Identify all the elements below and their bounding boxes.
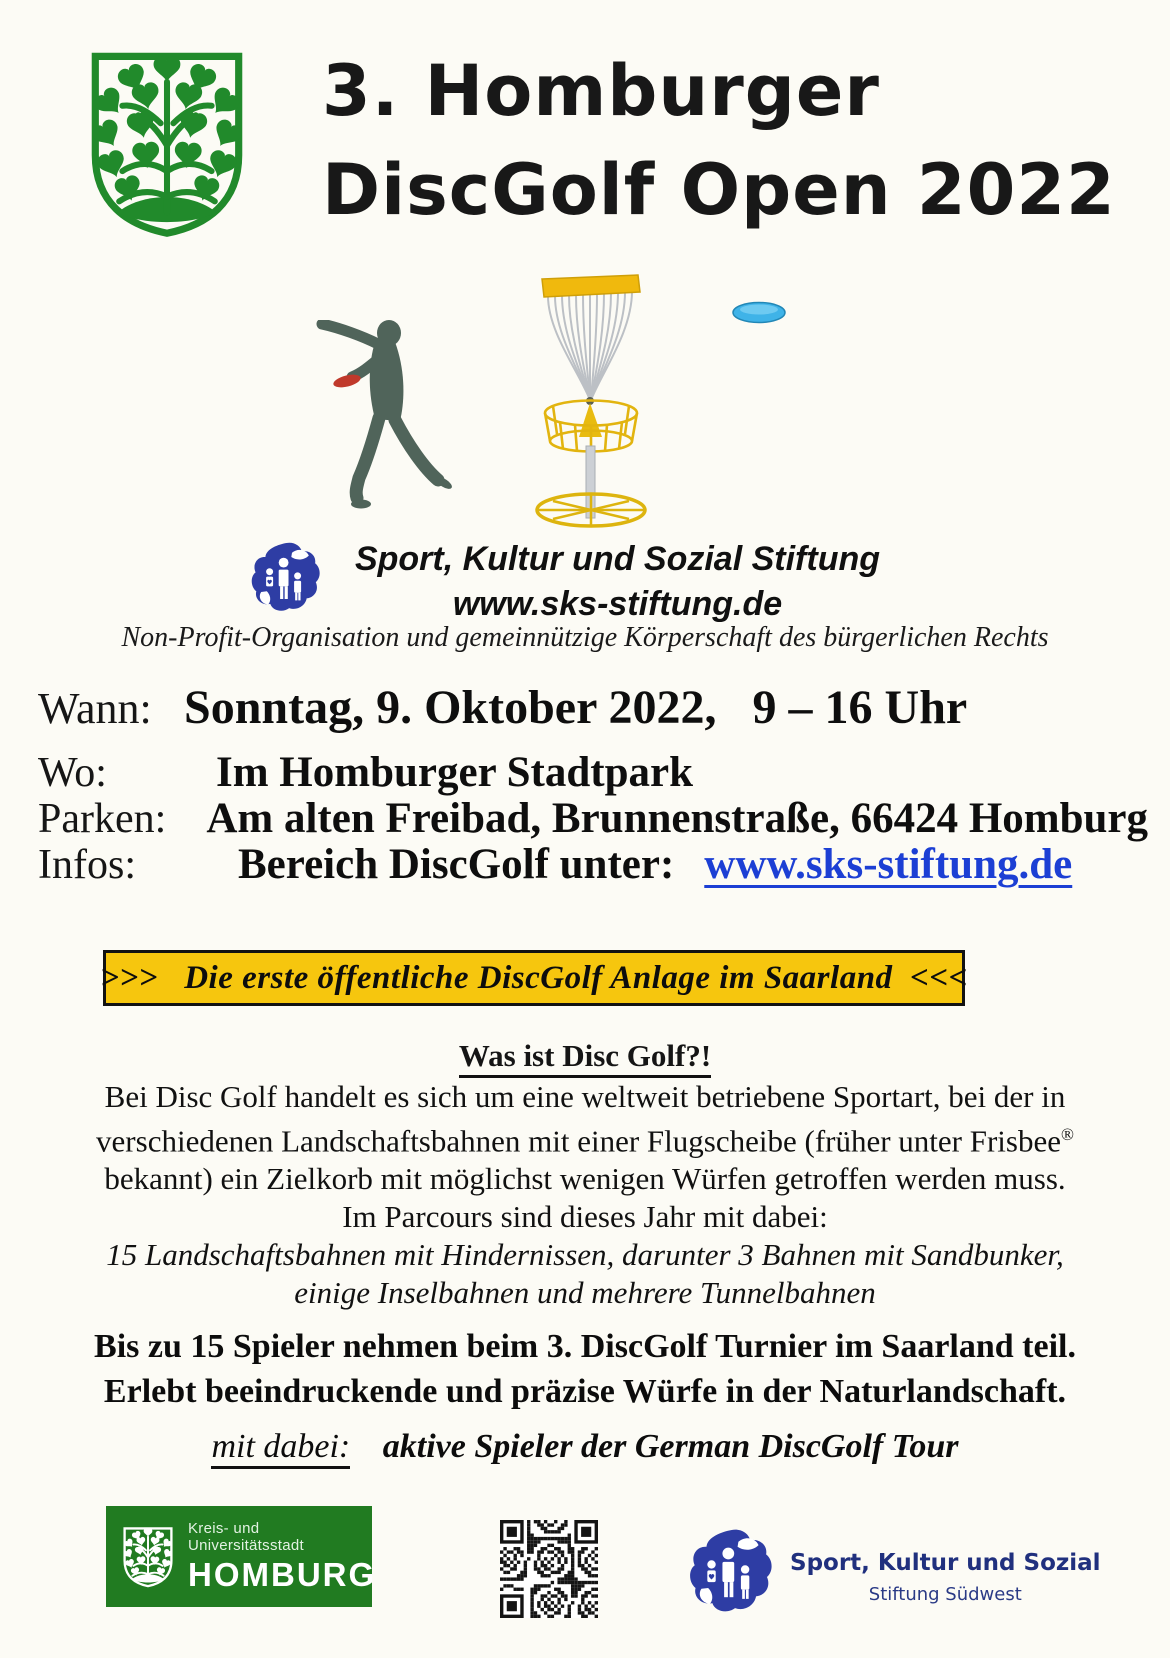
detail-value: Sonntag, 9. Oktober 2022, 9 – 16 Uhr (184, 681, 968, 734)
detail-label: Infos: (38, 842, 136, 888)
about-line: Bei Disc Golf handelt es sich um eine weltweit betriebene Sportart, bei der in (104, 1079, 1066, 1114)
course-feature-line: 15 Landschaftsbahnen mit Hindernissen, darunter 3 Bahnen mit Sandbunker, (106, 1237, 1064, 1273)
about-text (0, 1078, 1170, 1312)
about-line: bekannt) ein Zielkorb mit möglichst wenigen Würfen getroffen werden muss. (104, 1161, 1066, 1197)
sks-footer-logo (688, 1524, 1101, 1620)
detail-row-wann (38, 680, 1148, 748)
course-feature-line: einige Inselbahnen und mehrere Tunnelbahnen (294, 1275, 876, 1311)
org-website: www.sks-stiftung.de (452, 585, 783, 623)
tournament-highlight (0, 1324, 1170, 1414)
about-line: verschiedenen Landschaftsbahnen mit einer Flugscheibe (früher unter Frisbee® (96, 1123, 1074, 1159)
event-details (38, 680, 1148, 888)
page-title (322, 42, 1162, 240)
homburg-name: HOMBURG (188, 1555, 377, 1593)
highlight-line: Erlebt beeindruckende und präzise Würfe in der Naturlandschaft. (103, 1373, 1067, 1410)
sks-foundation-logo-icon (250, 532, 320, 624)
homburg-city-logo (106, 1506, 377, 1607)
org-name: Sport, Kultur und Sozial Stiftung (354, 540, 881, 578)
title-line-2: DiscGolf Open 2022 (322, 149, 1116, 231)
detail-row-infos (38, 840, 1148, 888)
website-link[interactable]: www.sks-stiftung.de (704, 841, 1073, 888)
detail-label: Parken: (38, 796, 167, 842)
qr-code-icon (500, 1520, 598, 1618)
org-banner (330, 537, 905, 627)
about-heading-wrap (0, 1038, 1170, 1078)
participants-value: aktive Spieler der German DiscGolf Tour (382, 1428, 959, 1465)
detail-row-wo (38, 748, 1148, 794)
registered-mark: ® (1061, 1125, 1074, 1144)
homburg-logo-text (188, 1520, 376, 1594)
disc-golf-player-icon (316, 320, 464, 518)
detail-label: Wann: (38, 684, 152, 733)
detail-label: Wo: (38, 750, 107, 796)
participants-line (0, 1428, 1170, 1466)
detail-value: Im Homburger Stadtpark (216, 749, 694, 796)
about-line: Im Parcours sind dieses Jahr mit dabei: (342, 1199, 828, 1235)
about-heading: Was ist Disc Golf?! (459, 1038, 711, 1078)
detail-value: Am alten Freibad, Brunnenstraße, 66424 Homburg (206, 795, 1148, 842)
highlight-banner: >>> Die erste öffentliche DiscGolf Anlage im Saarland <<< (103, 950, 965, 1006)
title-line-1: 3. Homburger (322, 50, 880, 132)
detail-row-parken (38, 794, 1148, 840)
sks-footer-line1: Sport, Kultur und Sozial (790, 1550, 1101, 1576)
homburg-subtitle: Kreis- und Universitätsstadt (188, 1519, 304, 1554)
detail-value: Bereich DiscGolf unter: (238, 841, 675, 888)
nonprofit-note: Non-Profit-Organisation und gemeinnützige Körperschaft des bürgerlichen Rechts (121, 622, 1049, 653)
homburg-tree-crest-icon (122, 1526, 174, 1588)
sks-footer-line2: Stiftung Südwest (868, 1584, 1022, 1605)
sks-foundation-logo-icon (688, 1524, 772, 1620)
disc-golf-basket-icon (528, 270, 658, 534)
participants-label: mit dabei: (211, 1428, 350, 1469)
highlight-line: Bis zu 15 Spieler nehmen beim 3. DiscGolf Turnier im Saarland teil. (94, 1328, 1076, 1365)
sks-footer-text (790, 1524, 1101, 1620)
homburg-tree-crest-icon (85, 50, 249, 238)
flying-disc-icon (732, 300, 786, 325)
